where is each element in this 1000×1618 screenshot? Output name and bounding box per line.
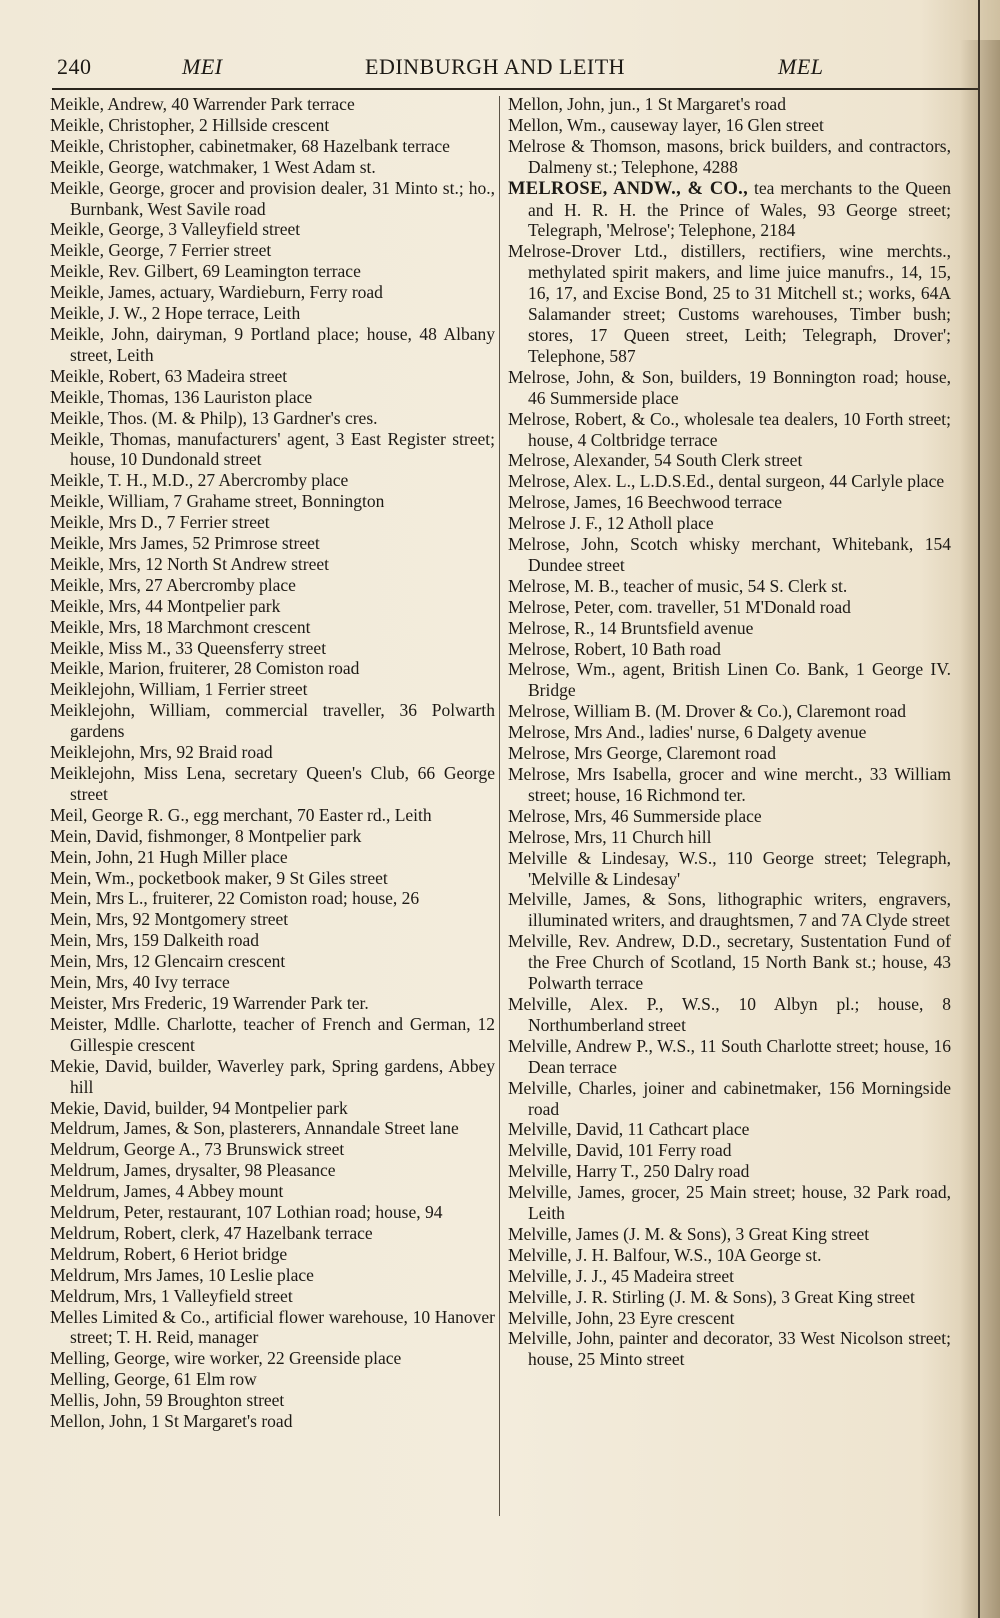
- directory-entry: Meikle, Mrs, 18 Marchmont crescent: [50, 616, 311, 637]
- entry-text: Melville, J. H. Balfour, W.S., 10A George st.: [508, 1244, 822, 1265]
- directory-entry: Meikle, Mrs, 44 Montpelier park: [50, 595, 281, 616]
- directory-entry: [508, 1182, 951, 1224]
- right-guide-word: MEL: [778, 54, 824, 79]
- directory-entry: Meister, Mrs Frederic, 19 Warrender Park ter.: [50, 992, 369, 1013]
- directory-entry: [508, 471, 951, 492]
- entry-text: Melville, James (J. M. & Sons), 3 Great King street: [508, 1223, 870, 1244]
- directory-entry: Melles Limited & Co., artificial flower warehouse, 10 Hanover street; T. H. Reid, manager: [50, 1306, 495, 1348]
- directory-entry: [508, 1078, 951, 1120]
- directory-entry: [508, 1119, 951, 1140]
- directory-entry: [508, 722, 951, 743]
- directory-entry: [508, 701, 951, 722]
- directory-entry: [508, 618, 951, 639]
- directory-entry: Meikle, George, 7 Ferrier street: [50, 240, 272, 261]
- directory-entry: [508, 827, 951, 848]
- entry-text: Melrose, Mrs George, Claremont road: [508, 743, 776, 764]
- entry-text: Melville, J. J., 45 Madeira street: [508, 1265, 734, 1286]
- directory-entry: [508, 1036, 951, 1078]
- directory-entry: Melling, George, 61 Elm row: [50, 1369, 257, 1390]
- directory-entry: [508, 1161, 951, 1182]
- entry-text: Melrose, Robert, 10 Bath road: [508, 638, 721, 659]
- directory-entry: [508, 1287, 951, 1308]
- entry-text: Melrose, Mrs, 11 Church hill: [508, 826, 712, 847]
- directory-entry: Meikle, J. W., 2 Hope terrace, Leith: [50, 303, 301, 324]
- directory-entry: Meikle, James, actuary, Wardieburn, Ferry road: [50, 282, 383, 303]
- entry-text: Melrose, Mrs, 46 Summerside place: [508, 805, 762, 826]
- entry-text: Melrose, Alexander, 54 South Clerk street: [508, 450, 803, 471]
- directory-entry: Meikle, Miss M., 33 Queensferry street: [50, 637, 327, 658]
- entry-text: Mellon, John, jun., 1 St Margaret's road: [508, 94, 786, 114]
- directory-entry: [508, 1140, 951, 1161]
- directory-entry: Meldrum, James, drysalter, 98 Pleasance: [50, 1160, 336, 1181]
- entry-text: Melville, Alex. P., W.S., 10 Albyn pl.; house, 8 Northumberland street: [508, 993, 951, 1035]
- directory-entry: Mein, John, 21 Hugh Miller place: [50, 846, 288, 867]
- entry-text: Melrose, John, Scotch whisky merchant, Whitebank, 154 Dundee street: [508, 534, 951, 575]
- entry-text: Melrose, James, 16 Beechwood terrace: [508, 492, 783, 513]
- directory-entry: Mein, Mrs, 12 Glencairn crescent: [50, 951, 286, 972]
- directory-entry: [508, 597, 951, 618]
- directory-entry: Mein, Mrs, 92 Montgomery street: [50, 909, 289, 930]
- entry-text: Melville, Andrew P., W.S., 11 South Charlotte street; house, 16 Dean terrace: [508, 1035, 951, 1077]
- directory-entry: Meikle, William, 7 Grahame street, Bonnington: [50, 491, 385, 512]
- directory-entry: [508, 743, 951, 764]
- directory-entry: [508, 1328, 951, 1370]
- directory-entry: Mellon, John, 1 St Margaret's road: [50, 1411, 293, 1432]
- directory-entry: Meikle, Mrs James, 52 Primrose street: [50, 533, 320, 554]
- entry-text: Melrose, John, & Son, builders, 19 Bonnington road; house, 46 Summerside place: [508, 366, 951, 408]
- entry-text: Melville, David, 11 Cathcart place: [508, 1119, 750, 1140]
- directory-entry: Meldrum, James, 4 Abbey mount: [50, 1181, 284, 1202]
- directory-entry: [508, 1224, 951, 1245]
- directory-entry: Meldrum, Robert, 6 Heriot bridge: [50, 1243, 288, 1264]
- directory-entry: Meiklejohn, Mrs, 92 Braid road: [50, 742, 273, 763]
- directory-entry: [508, 1266, 951, 1287]
- entry-text: Melrose & Thomson, masons, brick builders, and contractors, Dalmeny st.; Telephone, 4288: [508, 135, 951, 177]
- directory-entry: Meikle, Mrs, 27 Abercromby place: [50, 574, 296, 595]
- directory-entry: [508, 136, 951, 178]
- entry-text: Melrose, R., 14 Bruntsfield avenue: [508, 617, 754, 638]
- directory-entry: Meldrum, Robert, clerk, 47 Hazelbank terrace: [50, 1222, 373, 1243]
- entry-text: Melville, James, & Sons, lithographic writers, engravers, illuminated writers, and draughtsmen, 7 and 7A Clyde street: [508, 889, 951, 931]
- entry-text: Melville, John, 23 Eyre crescent: [508, 1307, 735, 1328]
- directory-entry: Mekie, David, builder, 94 Montpelier park: [50, 1097, 348, 1118]
- directory-entry: Meldrum, Mrs James, 10 Leslie place: [50, 1264, 314, 1285]
- directory-entry: Meikle, Robert, 63 Madeira street: [50, 365, 288, 386]
- directory-entry: Meikle, Christopher, 2 Hillside crescent: [50, 114, 330, 135]
- directory-entry: Meldrum, Mrs, 1 Valleyfield street: [50, 1285, 293, 1306]
- directory-entry: Meister, Mdlle. Charlotte, teacher of French and German, 12 Gillespie crescent: [50, 1013, 495, 1055]
- directory-entry: Meiklejohn, William, 1 Ferrier street: [50, 679, 308, 700]
- directory-entry: [508, 178, 951, 242]
- entry-text: Melrose, M. B., teacher of music, 54 S. Clerk st.: [508, 575, 848, 596]
- directory-entry: [508, 513, 951, 534]
- directory-entry: Melling, George, wire worker, 22 Greenside place: [50, 1348, 402, 1369]
- directory-entry: Mein, Mrs, 159 Dalkeith road: [50, 930, 259, 951]
- directory-entry: [508, 848, 951, 890]
- entry-text: Melville, Charles, joiner and cabinetmaker, 156 Morningside road: [508, 1077, 951, 1119]
- directory-entry: [508, 534, 951, 576]
- left-guide-word: MEI: [182, 54, 223, 79]
- directory-entry: [508, 492, 951, 513]
- directory-entry: Meikle, Andrew, 40 Warrender Park terrace: [50, 94, 355, 114]
- right-column: [508, 94, 951, 1370]
- left-column: [50, 94, 495, 1432]
- directory-entry: Mein, Mrs L., fruiterer, 22 Comiston road; house, 26: [50, 888, 420, 909]
- entry-text: Melrose, Alex. L., L.D.S.Ed., dental surgeon, 44 Carlyle place: [508, 471, 945, 492]
- directory-entry: Meikle, George, watchmaker, 1 West Adam st.: [50, 156, 376, 177]
- page-edge-line: [978, 0, 980, 1618]
- directory-entry: [508, 94, 951, 115]
- directory-entry: Meikle, Rev. Gilbert, 69 Leamington terrace: [50, 261, 361, 282]
- entry-bold-name: MELROSE, ANDW., & CO.,: [508, 178, 749, 199]
- header-rule: [52, 88, 978, 90]
- directory-entry: Meikle, Christopher, cabinetmaker, 68 Hazelbank terrace: [50, 135, 450, 156]
- directory-entry: Mein, David, fishmonger, 8 Montpelier park: [50, 825, 362, 846]
- directory-entry: Meldrum, George A., 73 Brunswick street: [50, 1139, 345, 1160]
- directory-entry: Meldrum, James, & Son, plasterers, Annandale Street lane: [50, 1118, 459, 1139]
- directory-entry: [508, 764, 951, 806]
- directory-entry: Meil, George R. G., egg merchant, 70 Easter rd., Leith: [50, 804, 432, 825]
- entry-text: Melville, David, 101 Ferry road: [508, 1140, 732, 1161]
- entry-text: Melrose, Mrs And., ladies' nurse, 6 Dalgety avenue: [508, 722, 867, 743]
- page-edge-shadow: [960, 40, 1000, 1618]
- column-divider: [499, 96, 500, 1516]
- entry-text: Melville & Lindesay, W.S., 110 George street; Telegraph, 'Melville & Lindesay': [508, 847, 951, 889]
- directory-entry: Meikle, John, dairyman, 9 Portland place; house, 48 Albany street, Leith: [50, 323, 495, 365]
- entry-text: Melville, J. R. Stirling (J. M. & Sons), 3 Great King street: [508, 1286, 915, 1307]
- directory-entry: [508, 115, 951, 136]
- directory-entry: [508, 409, 951, 451]
- entry-text: Melrose, William B. (M. Drover & Co.), Claremont road: [508, 701, 906, 722]
- directory-entry: Meikle, Thomas, 136 Lauriston place: [50, 386, 313, 407]
- directory-entry: [508, 806, 951, 827]
- directory-entry: Meikle, Thomas, manufacturers' agent, 3 East Register street; house, 10 Dundonald street: [50, 428, 495, 470]
- entry-text: Melrose, Wm., agent, British Linen Co. Bank, 1 George IV. Bridge: [508, 659, 951, 701]
- directory-entry: [508, 450, 951, 471]
- entry-text: Melrose, Robert, & Co., wholesale tea dealers, 10 Forth street; house, 4 Coltbridge terrace: [508, 408, 951, 450]
- entry-text: Melrose-Drover Ltd., distillers, rectifiers, wine merchts., methylated spirit makers, and lime juice manufrs., 14, 15, 16, 17, and Excise Bond, 25 to 31 Mitchell st.; works, 64A Salamander street; Customs warehouses, Timber bush; stores, 17 Queen street, Leith; Telegraph, Drover'; Telephone, 587: [508, 241, 951, 366]
- directory-entry: Meikle, Mrs, 12 North St Andrew street: [50, 553, 329, 574]
- entry-text: Melville, John, painter and decorator, 33 West Nicolson street; house, 25 Minto street: [508, 1328, 951, 1370]
- entry-text: Mellon, Wm., causeway layer, 16 Glen street: [508, 114, 824, 135]
- directory-entry: [508, 639, 951, 660]
- directory-entry: Meikle, George, 3 Valleyfield street: [50, 219, 301, 240]
- entry-text: tea merchants to the Queen and H. R. H. the Prince of Wales, 93 George street; Telegraph, 'Melrose'; Telephone, 2184: [528, 177, 951, 241]
- directory-entry: Meikle, Mrs D., 7 Ferrier street: [50, 512, 270, 533]
- directory-entry: [508, 994, 951, 1036]
- directory-entry: Meikle, Thos. (M. & Philp), 13 Gardner's cres.: [50, 407, 378, 428]
- directory-entry: [508, 931, 951, 994]
- directory-entry: Meiklejohn, Miss Lena, secretary Queen's Club, 66 George street: [50, 763, 495, 804]
- directory-entry: Meldrum, Peter, restaurant, 107 Lothian road; house, 94: [50, 1202, 443, 1223]
- directory-entry: [508, 576, 951, 597]
- running-title: EDINBURGH AND LEITH: [365, 54, 626, 79]
- page-number: 240: [57, 54, 92, 79]
- directory-entry: Mellis, John, 59 Broughton street: [50, 1390, 285, 1411]
- directory-entry: [508, 889, 951, 931]
- directory-entry: Meikle, George, grocer and provision dealer, 31 Minto st.; ho., Burnbank, West Savile road: [50, 177, 495, 219]
- directory-entry: Meiklejohn, William, commercial traveller, 36 Polwarth gardens: [50, 700, 495, 742]
- directory-entry: Mein, Wm., pocketbook maker, 9 St Giles street: [50, 867, 388, 888]
- directory-entry: [508, 241, 951, 366]
- directory-entry: Meikle, T. H., M.D., 27 Abercromby place: [50, 470, 349, 491]
- directory-entry: [508, 659, 951, 701]
- entry-text: Melville, Rev. Andrew, D.D., secretary, Sustentation Fund of the Free Church of Scotland, 15 North Bank st.; house, 43 Polwarth terrace: [508, 931, 951, 994]
- directory-entry: Meikle, Marion, fruiterer, 28 Comiston road: [50, 658, 360, 679]
- entry-text: Melrose J. F., 12 Atholl place: [508, 513, 714, 534]
- directory-entry: Mekie, David, builder, Waverley park, Spring gardens, Abbey hill: [50, 1055, 495, 1097]
- directory-entry: Mein, Mrs, 40 Ivy terrace: [50, 972, 230, 993]
- directory-entry: [508, 1308, 951, 1329]
- entry-text: Melrose, Peter, com. traveller, 51 M'Donald road: [508, 596, 851, 617]
- entry-text: Melville, Harry T., 250 Dalry road: [508, 1161, 750, 1182]
- page-header: [52, 50, 932, 86]
- directory-entry: [508, 1245, 951, 1266]
- directory-entry: [508, 367, 951, 409]
- entry-text: Melville, James, grocer, 25 Main street; house, 32 Park road, Leith: [508, 1182, 951, 1224]
- entry-text: Melrose, Mrs Isabella, grocer and wine mercht., 33 William street; house, 16 Richmond ter.: [508, 764, 951, 805]
